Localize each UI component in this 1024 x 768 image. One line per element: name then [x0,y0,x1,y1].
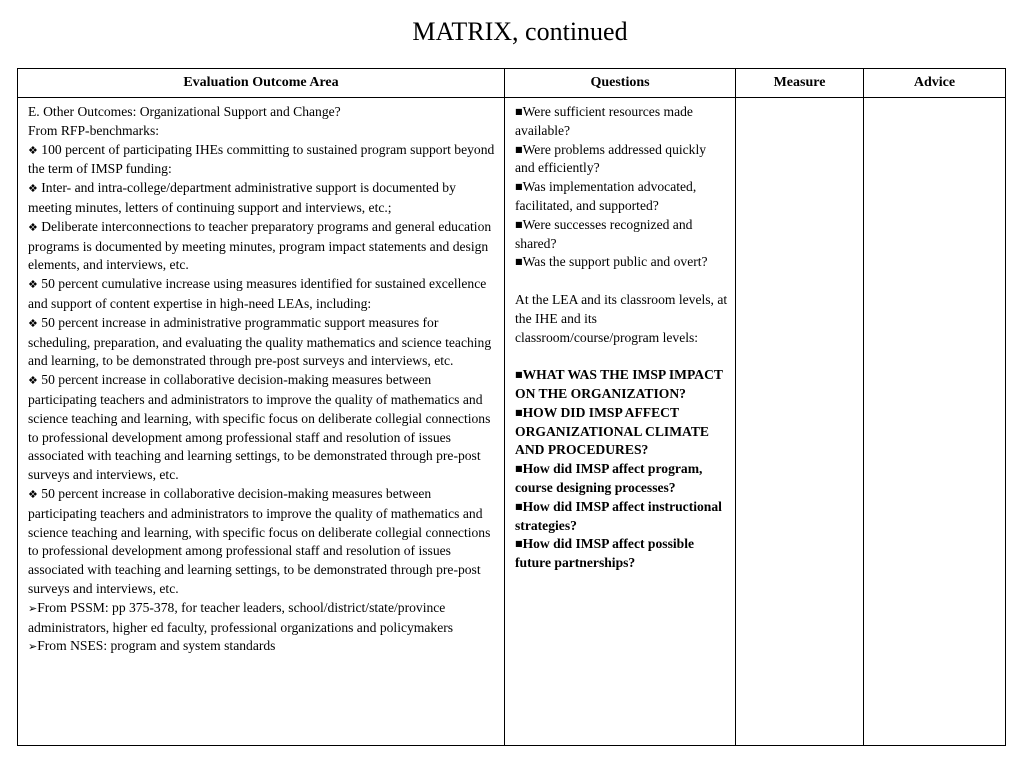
list-item-text: 50 percent increase in collaborative decision-making measures between participating teachers and administrators to improve the quality of mathematics and science teaching and learning, with specific focus on deliberate collegial connections to professional development among professional staff and resolution of issues associated with teaching and learning settings, to be demonstrated through pre-post surveys and interviews, etc. [28,372,491,483]
list-item [515,216,729,254]
spacer [515,272,729,291]
list-item-text: Were problems addressed quickly and efficiently? [515,141,707,176]
list-item [515,253,729,272]
diamond-bullet-icon: ❖ [28,278,38,292]
outcome-cell [18,98,505,746]
list-item-text: How did IMSP affect possible future partnerships? [515,536,695,571]
list-item [28,599,496,638]
measure-cell [736,98,864,746]
arrow-bullet-icon: ➢ [28,601,38,615]
outcome-subheading: From RFP-benchmarks: [28,122,160,138]
list-item [28,371,496,485]
list-item-text: 50 percent increase in collaborative decision-making measures between participating teachers and administrators to improve the quality of mathematics and science teaching and learning, with specific focus on deliberate collegial connections to professional development among professional staff and resolution of issues associated with teaching and learning settings, to be demonstrated through pre-post surveys and interviews, etc. [28,485,491,596]
list-item [515,404,729,460]
list-item [515,535,729,573]
square-bullet-icon: ■ [515,464,523,474]
header-advice: Advice [864,69,1006,98]
list-item [28,485,496,599]
diamond-bullet-icon: ❖ [28,316,38,330]
matrix-table [17,68,1006,746]
list-item [515,178,729,216]
list-item-text: Inter- and intra-college/department administrative support is documented by meeting minutes, letters of continuing support and interviews, etc.; [28,180,456,215]
list-item-text: How did IMSP affect instructional strategies? [515,498,722,533]
diamond-bullet-icon: ❖ [28,487,38,501]
list-item-text: 50 percent cumulative increase using measures identified for sustained excellence and support of content expertise in high-need LEAs, including: [28,276,487,311]
list-item-text: 50 percent increase in administrative programmatic support measures for scheduling, preparation, and evaluating the quality mathematics and science teaching and learning, to be demonstrated through pre-post surveys and interviews, etc. [28,314,492,369]
square-bullet-icon: ■ [515,182,523,192]
list-item [515,141,729,179]
list-item-text: HOW DID IMSP AFFECT ORGANIZATIONAL CLIMATE AND PROCEDURES? [515,404,709,458]
diamond-bullet-icon: ❖ [28,220,38,234]
list-item [515,498,729,536]
list-item-text: 100 percent of participating IHEs committing to sustained program support beyond the term of IMSP funding: [28,141,495,177]
list-item-text: WHAT WAS THE IMSP IMPACT ON THE ORGANIZATION? [515,367,723,401]
page-title: MATRIX, continued [412,17,628,46]
list-item [515,460,729,498]
diamond-bullet-icon: ❖ [28,143,38,157]
square-bullet-icon: ■ [515,144,523,154]
square-bullet-icon: ■ [515,370,523,380]
list-item [515,366,729,404]
list-item-text: Were sufficient resources made available? [515,104,693,138]
list-item-text: From PSSM: pp 375-378, for teacher leaders, school/district/state/province administrators, higher ed faculty, professional organizations and policymakers [28,599,454,635]
list-item-text: Were successes recognized and shared? [515,216,693,251]
list-item-text: Deliberate interconnections to teacher preparatory programs and general education programs is documented by meeting minutes, program impact statements and design elements, and interviews, etc. [28,218,492,273]
spacer [515,347,729,366]
questions-context: At the LEA and its classroom levels, at the IHE and its classroom/course/program levels: [515,291,728,345]
diamond-bullet-icon: ❖ [28,182,38,196]
header-measure: Measure [736,69,864,98]
header-row [18,69,1006,98]
list-item-text: From NSES: program and system standards [37,638,276,654]
square-bullet-icon: ■ [515,257,523,267]
list-item-text: How did IMSP affect program, course designing processes? [515,461,703,495]
list-item [515,103,729,141]
list-item [28,275,496,314]
table-row [18,98,1006,746]
list-item [28,179,496,218]
square-bullet-icon: ■ [515,107,523,116]
list-item [28,314,496,371]
list-item [28,141,496,180]
arrow-bullet-icon: ➢ [28,640,38,654]
square-bullet-icon: ■ [515,501,523,511]
diamond-bullet-icon: ❖ [28,374,38,388]
square-bullet-icon: ■ [515,219,523,229]
questions-cell [505,98,736,746]
list-item-text: Was the support public and overt? [522,254,708,270]
list-item [28,218,496,275]
outcome-heading: E. Other Outcomes: Organizational Support and Change? [28,104,341,119]
list-item-text: Was implementation advocated, facilitated, and supported? [515,179,697,213]
square-bullet-icon: ■ [515,539,523,549]
header-evaluation-outcome-area: Evaluation Outcome Area [18,69,505,98]
header-questions: Questions [505,69,736,98]
advice-cell [864,98,1006,746]
list-item [28,637,496,657]
square-bullet-icon: ■ [515,407,523,417]
